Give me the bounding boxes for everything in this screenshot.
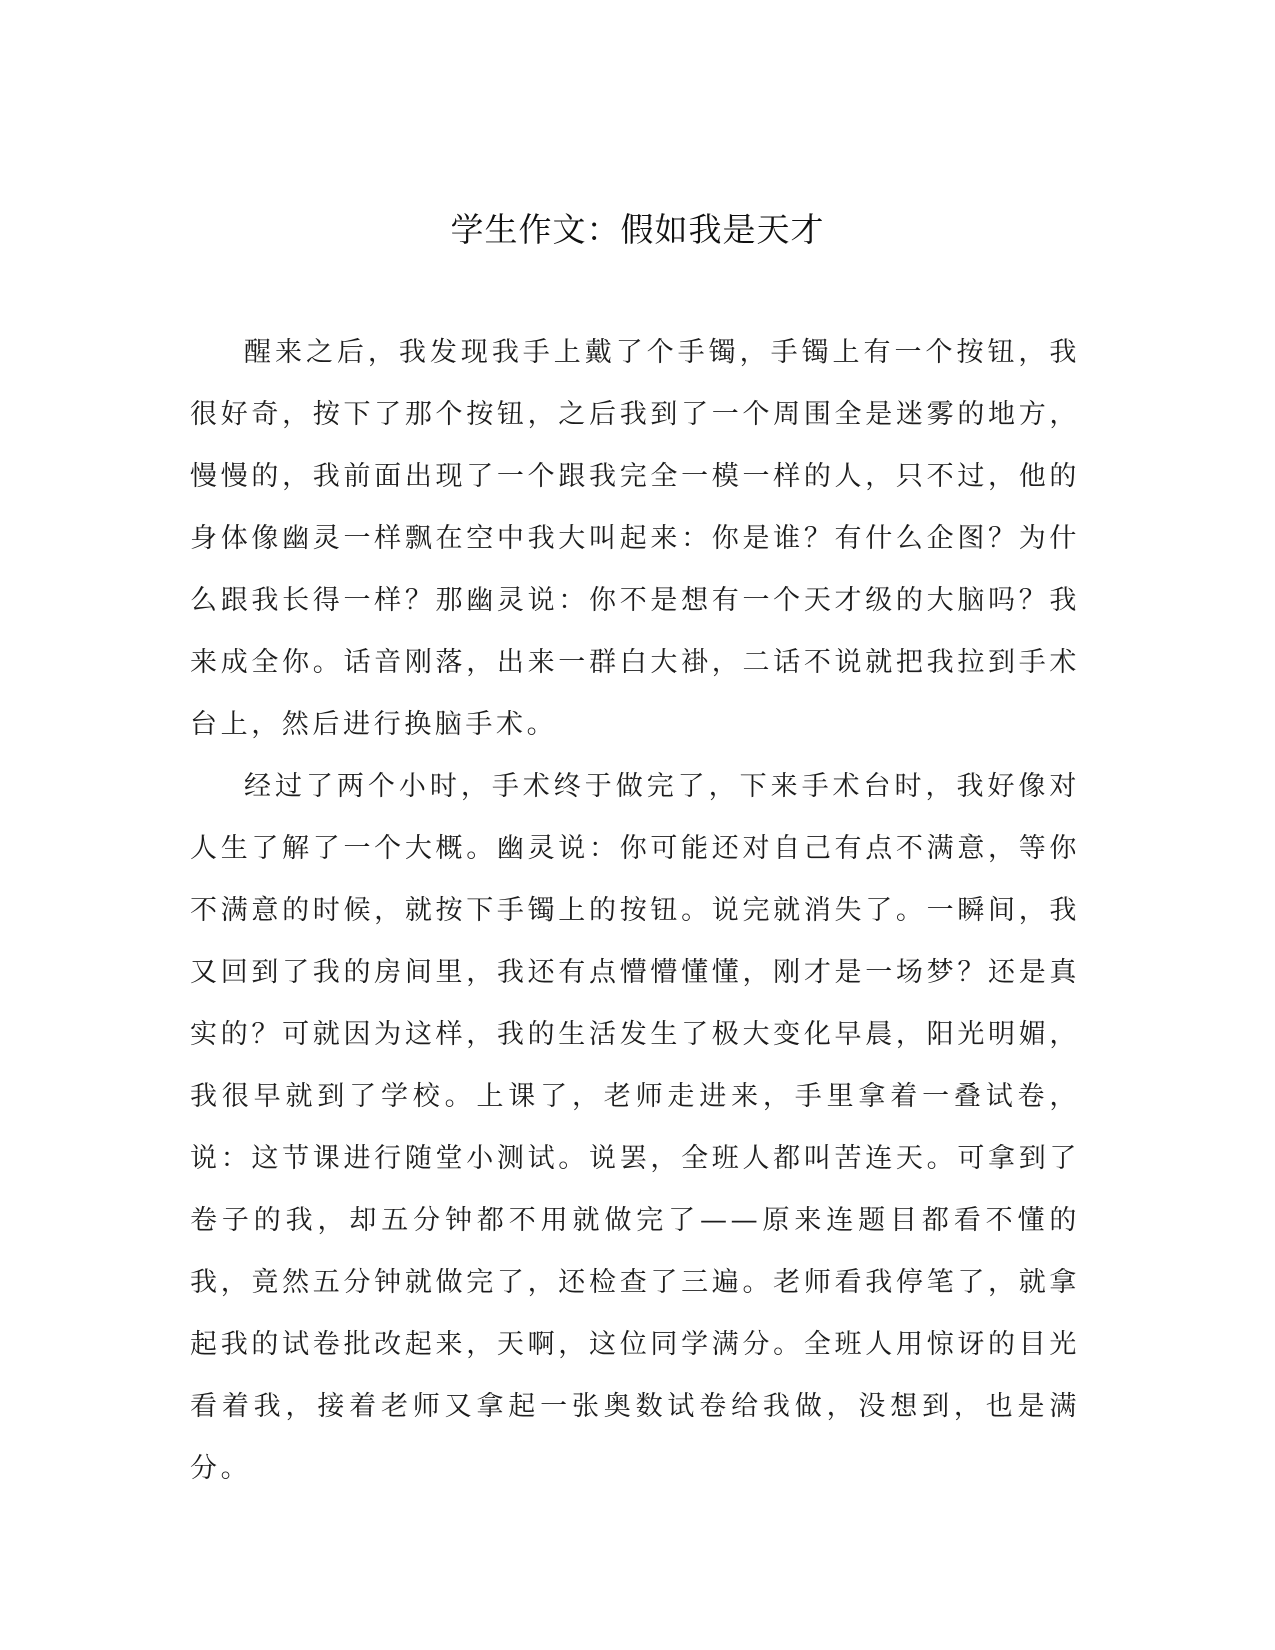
page-title: 学生作文：假如我是天才: [450, 210, 825, 249]
paragraph-1: 醒来之后，我发现我手上戴了个手镯，手镯上有一个按钮，我很好奇，按下了那个按钮，之后我到了一个周围全是迷雾的地方，慢慢的，我前面出现了一个跟我完全一模一样的人，只不过，他的身体像幽灵一样飘在空中我大叫起来：你是谁？有什么企图？为什么跟我长得一样？那幽灵说：你不是想有一个天才级的大脑吗？我来成全你。话音刚落，出来一群白大褂，二话不说就把我拉到手术台上，然后进行换脑手术。: [190, 337, 1080, 740]
essay-body: [190, 322, 1080, 1500]
paragraph-2: 经过了两个小时，手术终于做完了，下来手术台时，我好像对人生了解了一个大概。幽灵说：你可能还对自己有点不满意，等你不满意的时候，就按下手镯上的按钮。说完就消失了。一瞬间，我又回到了我的房间里，我还有点懵懵懂懂，刚才是一场梦？还是真实的？可就因为这样，我的生活发生了极大变化早晨，阳光明媚，我很早就到了学校。上课了，老师走进来，手里拿着一叠试卷，说：这节课进行随堂小测试。说罢，全班人都叫苦连天。可拿到了卷子的我，却五分钟都不用就做完了——原来连题目都看不懂的我，竟然五分钟就做完了，还检查了三遍。老师看我停笔了，就拿起我的试卷批改起来，天啊，这位同学满分。全班人用惊讶的目光看着我，接着老师又拿起一张奥数试卷给我做，没想到，也是满分。: [190, 771, 1080, 1484]
